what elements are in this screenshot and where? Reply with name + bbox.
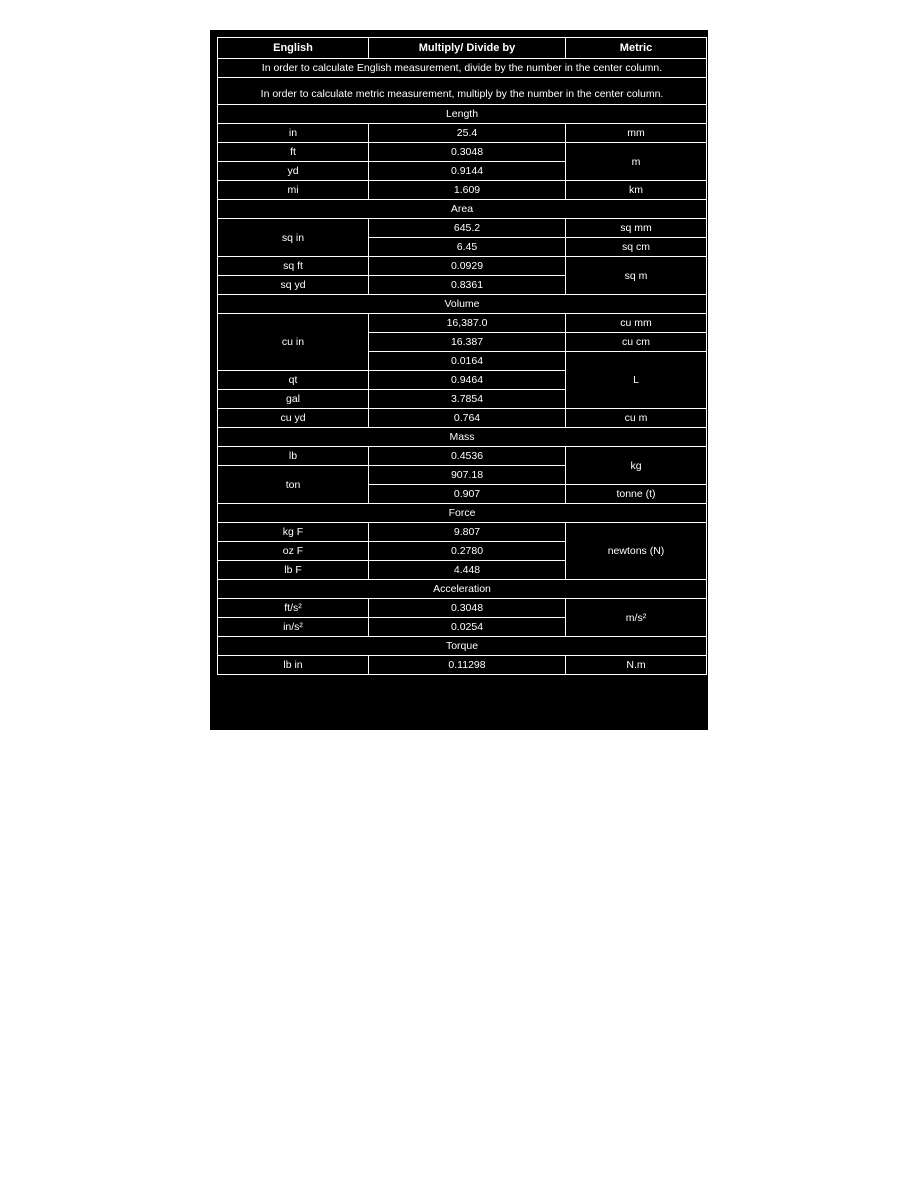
english-unit: lb in: [218, 656, 369, 675]
english-unit: in: [218, 124, 369, 143]
conversion-factor: 16.387: [369, 333, 566, 352]
table-row: [218, 219, 707, 238]
note-metric: In order to calculate metric measurement, multiply by the number in the center column.: [218, 78, 707, 105]
section-row-area: [218, 200, 707, 219]
english-unit: lb: [218, 447, 369, 466]
conversion-factor: 0.2780: [369, 542, 566, 561]
table-row: [218, 314, 707, 333]
metric-unit: sq m: [566, 257, 707, 295]
english-unit: cu in: [218, 314, 369, 371]
english-unit: lb F: [218, 561, 369, 580]
conversion-factor: 0.9464: [369, 371, 566, 390]
english-unit: qt: [218, 371, 369, 390]
metric-unit: mm: [566, 124, 707, 143]
table-row: [218, 143, 707, 162]
metric-unit: kg: [566, 447, 707, 485]
column-header-english: English: [218, 38, 369, 59]
conversion-factor: 4.448: [369, 561, 566, 580]
section-title-torque: Torque: [218, 637, 707, 656]
english-unit: oz F: [218, 542, 369, 561]
english-unit: ton: [218, 466, 369, 504]
metric-unit: m/s²: [566, 599, 707, 637]
section-title-area: Area: [218, 200, 707, 219]
table-row: [218, 656, 707, 675]
english-unit: sq in: [218, 219, 369, 257]
metric-unit: km: [566, 181, 707, 200]
section-row-torque: [218, 637, 707, 656]
conversion-factor: 0.0254: [369, 618, 566, 637]
table-row: [218, 447, 707, 466]
conversion-table-panel: [210, 30, 708, 730]
conversion-factor: 0.8361: [369, 276, 566, 295]
metric-unit: cu cm: [566, 333, 707, 352]
column-header-metric: Metric: [566, 38, 707, 59]
conversion-factor: 0.3048: [369, 143, 566, 162]
english-unit: ft: [218, 143, 369, 162]
conversion-factor: 1.609: [369, 181, 566, 200]
conversion-factor: 3.7854: [369, 390, 566, 409]
note-row-metric: [218, 78, 707, 105]
english-unit: ft/s²: [218, 599, 369, 618]
section-title-acceleration: Acceleration: [218, 580, 707, 599]
conversion-factor: 25.4: [369, 124, 566, 143]
conversion-factor: 0.0164: [369, 352, 566, 371]
metric-unit: m: [566, 143, 707, 181]
metric-unit: newtons (N): [566, 523, 707, 580]
note-english: In order to calculate English measurement, divide by the number in the center column.: [218, 59, 707, 78]
note-row-english: [218, 59, 707, 78]
section-row-length: [218, 105, 707, 124]
conversion-factor: 16,387.0: [369, 314, 566, 333]
conversion-factor: 0.0929: [369, 257, 566, 276]
english-unit: in/s²: [218, 618, 369, 637]
conversion-factor: 0.764: [369, 409, 566, 428]
english-unit: mi: [218, 181, 369, 200]
section-row-force: [218, 504, 707, 523]
english-unit: sq yd: [218, 276, 369, 295]
table-header-row: [218, 38, 707, 59]
section-title-volume: Volume: [218, 295, 707, 314]
conversion-factor: 9.807: [369, 523, 566, 542]
section-row-volume: [218, 295, 707, 314]
metric-unit: tonne (t): [566, 485, 707, 504]
table-row: [218, 181, 707, 200]
conversion-factor: 907.18: [369, 466, 566, 485]
metric-unit: cu m: [566, 409, 707, 428]
conversion-factor: 0.4536: [369, 447, 566, 466]
english-unit: gal: [218, 390, 369, 409]
conversion-factor: 645.2: [369, 219, 566, 238]
column-header-multiply-divide: Multiply/ Divide by: [369, 38, 566, 59]
metric-unit: sq cm: [566, 238, 707, 257]
table-row: [218, 599, 707, 618]
table-row: [218, 409, 707, 428]
section-title-length: Length: [218, 105, 707, 124]
metric-unit: L: [566, 352, 707, 409]
section-row-acceleration: [218, 580, 707, 599]
english-unit: sq ft: [218, 257, 369, 276]
table-row: [218, 124, 707, 143]
conversion-factor: 6.45: [369, 238, 566, 257]
conversion-factor: 0.3048: [369, 599, 566, 618]
conversion-factor: 0.9144: [369, 162, 566, 181]
conversion-factor: 0.11298: [369, 656, 566, 675]
english-unit: cu yd: [218, 409, 369, 428]
conversion-factor: 0.907: [369, 485, 566, 504]
section-row-mass: [218, 428, 707, 447]
section-title-force: Force: [218, 504, 707, 523]
metric-unit: sq mm: [566, 219, 707, 238]
table-row: [218, 523, 707, 542]
section-title-mass: Mass: [218, 428, 707, 447]
metric-unit: cu mm: [566, 314, 707, 333]
conversion-table: [217, 37, 707, 675]
english-unit: yd: [218, 162, 369, 181]
table-row: [218, 257, 707, 276]
metric-unit: N.m: [566, 656, 707, 675]
english-unit: kg F: [218, 523, 369, 542]
